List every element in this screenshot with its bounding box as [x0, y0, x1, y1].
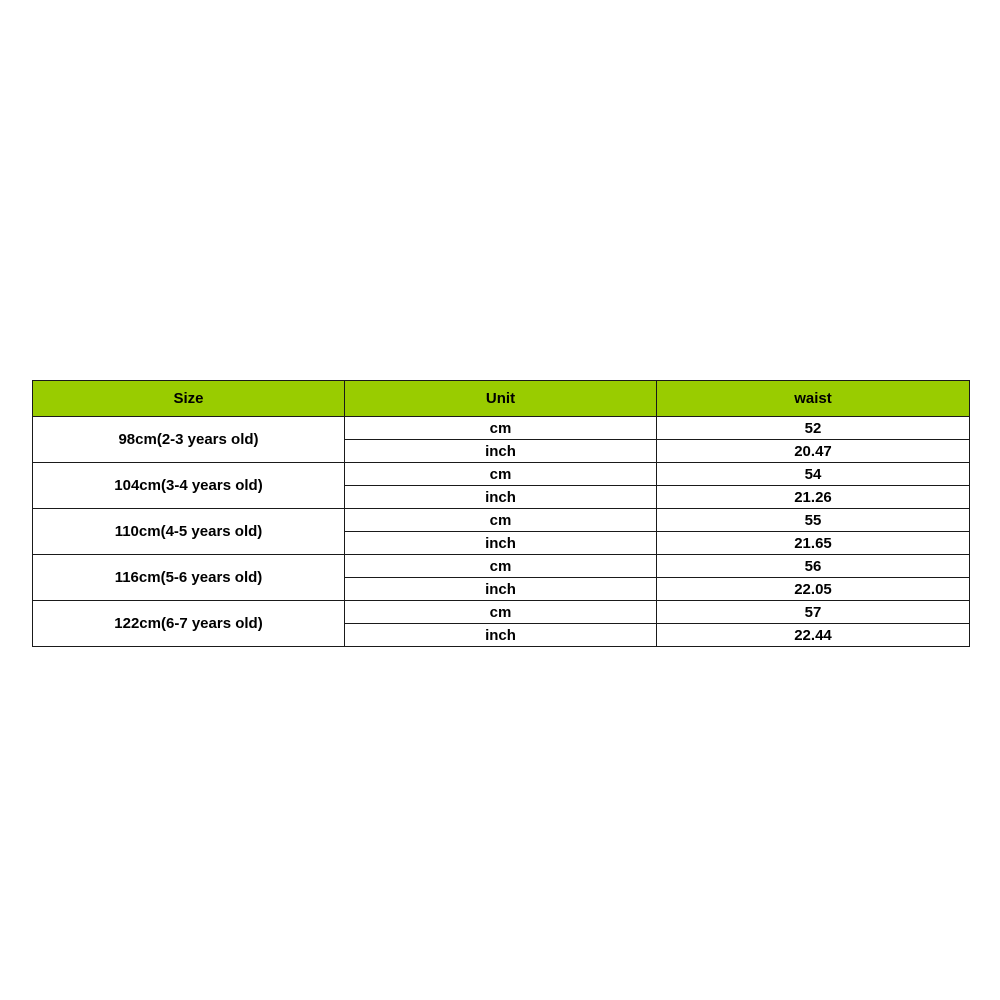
header-waist: waist [657, 381, 970, 417]
waist-cell: 57 [657, 601, 970, 624]
size-cell: 104cm(3-4 years old) [33, 463, 345, 509]
size-cell: 116cm(5-6 years old) [33, 555, 345, 601]
table-row [33, 417, 970, 440]
size-cell: 110cm(4-5 years old) [33, 509, 345, 555]
waist-cell: 22.05 [657, 578, 970, 601]
waist-cell: 56 [657, 555, 970, 578]
table-header [33, 381, 970, 417]
header-row [33, 381, 970, 417]
header-unit: Unit [345, 381, 657, 417]
waist-cell: 55 [657, 509, 970, 532]
unit-cell: cm [345, 509, 657, 532]
size-cell: 122cm(6-7 years old) [33, 601, 345, 647]
table-row [33, 509, 970, 532]
unit-cell: inch [345, 486, 657, 509]
unit-cell: inch [345, 440, 657, 463]
header-size: Size [33, 381, 345, 417]
size-chart-table [32, 380, 970, 647]
unit-cell: inch [345, 578, 657, 601]
waist-cell: 52 [657, 417, 970, 440]
waist-cell: 20.47 [657, 440, 970, 463]
table-row [33, 601, 970, 624]
waist-cell: 21.26 [657, 486, 970, 509]
waist-cell: 22.44 [657, 624, 970, 647]
unit-cell: cm [345, 555, 657, 578]
unit-cell: cm [345, 601, 657, 624]
table-row [33, 555, 970, 578]
unit-cell: cm [345, 463, 657, 486]
unit-cell: inch [345, 532, 657, 555]
table-body [33, 417, 970, 647]
unit-cell: inch [345, 624, 657, 647]
table-row [33, 463, 970, 486]
waist-cell: 21.65 [657, 532, 970, 555]
waist-cell: 54 [657, 463, 970, 486]
size-cell: 98cm(2-3 years old) [33, 417, 345, 463]
unit-cell: cm [345, 417, 657, 440]
